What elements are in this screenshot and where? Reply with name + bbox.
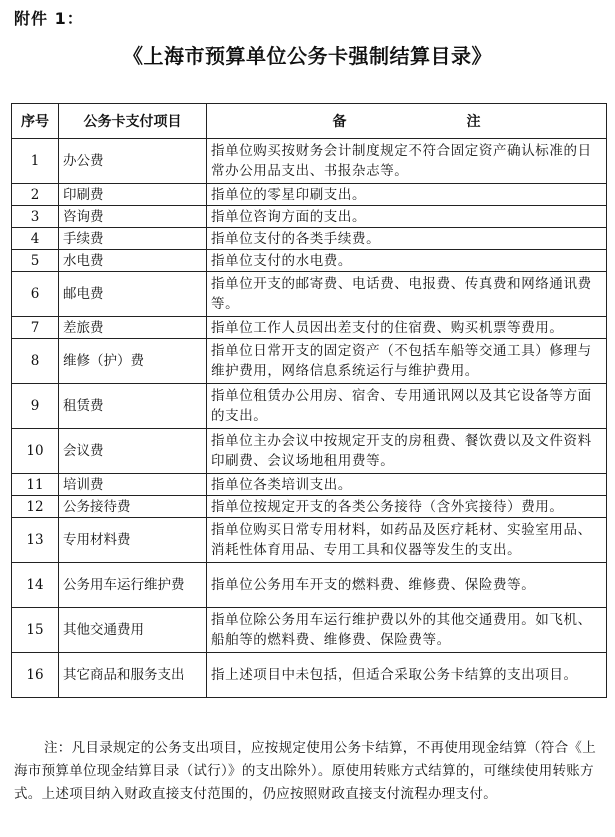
row-description: 指单位的零星印刷支出。 bbox=[207, 184, 607, 206]
table-row bbox=[12, 206, 607, 228]
row-serial-number: 10 bbox=[12, 429, 59, 474]
row-description: 指单位日常开支的固定资产（不包括车船等交通工具）修理与维护费用，网络信息系统运行与维护费用。 bbox=[207, 339, 607, 384]
row-payment-item: 其它商品和服务支出 bbox=[59, 653, 207, 698]
table-row bbox=[12, 608, 607, 653]
row-serial-number: 4 bbox=[12, 228, 59, 250]
table-row bbox=[12, 384, 607, 429]
row-serial-number: 12 bbox=[12, 496, 59, 518]
footnote: 注：凡目录规定的公务支出项目，应按规定使用公务卡结算，不再使用现金结算（符合《上海市预算单位现金结算目录（试行）》的支出除外）。原使用转账方式结算的，可继续使用转账方式。上述项目纳入财政直接支付范围的，仍应按照财政直接支付流程办理支付。 bbox=[14, 740, 596, 802]
header-payment-item: 公务卡支付项目 bbox=[59, 104, 207, 139]
row-payment-item: 公务用车运行维护费 bbox=[59, 563, 207, 608]
header-serial-number: 序号 bbox=[12, 104, 59, 139]
row-description: 指单位公务用车开支的燃料费、维修费、保险费等。 bbox=[207, 563, 607, 608]
header-notes-char-2: 注 bbox=[466, 114, 481, 130]
table-row bbox=[12, 474, 607, 496]
table-row bbox=[12, 339, 607, 384]
row-description: 指单位支付的水电费。 bbox=[207, 250, 607, 272]
row-payment-item: 专用材料费 bbox=[59, 518, 207, 563]
table-row bbox=[12, 139, 607, 184]
row-serial-number: 11 bbox=[12, 474, 59, 496]
table-row bbox=[12, 429, 607, 474]
table-row bbox=[12, 272, 607, 317]
row-description: 指单位租赁办公用房、宿舍、专用通讯网以及其它设备等方面的支出。 bbox=[207, 384, 607, 429]
row-payment-item: 维修（护）费 bbox=[59, 339, 207, 384]
table-row bbox=[12, 563, 607, 608]
table-row bbox=[12, 653, 607, 698]
row-payment-item: 咨询费 bbox=[59, 206, 207, 228]
row-payment-item: 办公费 bbox=[59, 139, 207, 184]
row-payment-item: 水电费 bbox=[59, 250, 207, 272]
row-serial-number: 8 bbox=[12, 339, 59, 384]
row-serial-number: 13 bbox=[12, 518, 59, 563]
row-description: 指单位工作人员因出差支付的住宿费、购买机票等费用。 bbox=[207, 317, 607, 339]
table-row bbox=[12, 496, 607, 518]
table-row bbox=[12, 317, 607, 339]
row-serial-number: 9 bbox=[12, 384, 59, 429]
row-description: 指单位除公务用车运行维护费以外的其他交通费用。如飞机、船舶等的燃料费、维修费、保险费等。 bbox=[207, 608, 607, 653]
row-serial-number: 7 bbox=[12, 317, 59, 339]
row-description: 指单位购买按财务会计制度规定不符合固定资产确认标准的日常办公用品支出、书报杂志等。 bbox=[207, 139, 607, 184]
row-description: 指上述项目中未包括，但适合采取公务卡结算的支出项目。 bbox=[207, 653, 607, 698]
row-serial-number: 2 bbox=[12, 184, 59, 206]
row-description: 指单位主办会议中按规定开支的房租费、餐饮费以及文件资料印刷费、会议场地租用费等。 bbox=[207, 429, 607, 474]
header-notes-char-1: 备 bbox=[332, 114, 347, 130]
row-serial-number: 6 bbox=[12, 272, 59, 317]
row-description: 指单位购买日常专用材料，如药品及医疗耗材、实验室用品、消耗性体育用品、专用工具和仪器等发生的支出。 bbox=[207, 518, 607, 563]
row-payment-item: 会议费 bbox=[59, 429, 207, 474]
row-payment-item: 差旅费 bbox=[59, 317, 207, 339]
table-body bbox=[12, 139, 607, 698]
table-header-row bbox=[12, 104, 607, 139]
row-serial-number: 15 bbox=[12, 608, 59, 653]
row-payment-item: 印刷费 bbox=[59, 184, 207, 206]
settlement-catalog-table bbox=[11, 103, 607, 698]
table-row bbox=[12, 228, 607, 250]
row-payment-item: 手续费 bbox=[59, 228, 207, 250]
row-payment-item: 培训费 bbox=[59, 474, 207, 496]
row-serial-number: 16 bbox=[12, 653, 59, 698]
row-payment-item: 公务接待费 bbox=[59, 496, 207, 518]
row-description: 指单位开支的邮寄费、电话费、电报费、传真费和网络通讯费等。 bbox=[207, 272, 607, 317]
row-serial-number: 14 bbox=[12, 563, 59, 608]
row-payment-item: 其他交通费用 bbox=[59, 608, 207, 653]
row-payment-item: 租赁费 bbox=[59, 384, 207, 429]
row-serial-number: 5 bbox=[12, 250, 59, 272]
row-description: 指单位按规定开支的各类公务接待（含外宾接待）费用。 bbox=[207, 496, 607, 518]
row-serial-number: 1 bbox=[12, 139, 59, 184]
table-row bbox=[12, 184, 607, 206]
row-payment-item: 邮电费 bbox=[59, 272, 207, 317]
table-row bbox=[12, 518, 607, 563]
row-description: 指单位咨询方面的支出。 bbox=[207, 206, 607, 228]
attachment-label: 附件 1： bbox=[14, 9, 84, 28]
row-description: 指单位支付的各类手续费。 bbox=[207, 228, 607, 250]
header-notes bbox=[207, 104, 607, 139]
row-description: 指单位各类培训支出。 bbox=[207, 474, 607, 496]
row-serial-number: 3 bbox=[12, 206, 59, 228]
table-row bbox=[12, 250, 607, 272]
document-title: 《上海市预算单位公务卡强制结算目录》 bbox=[123, 44, 492, 68]
